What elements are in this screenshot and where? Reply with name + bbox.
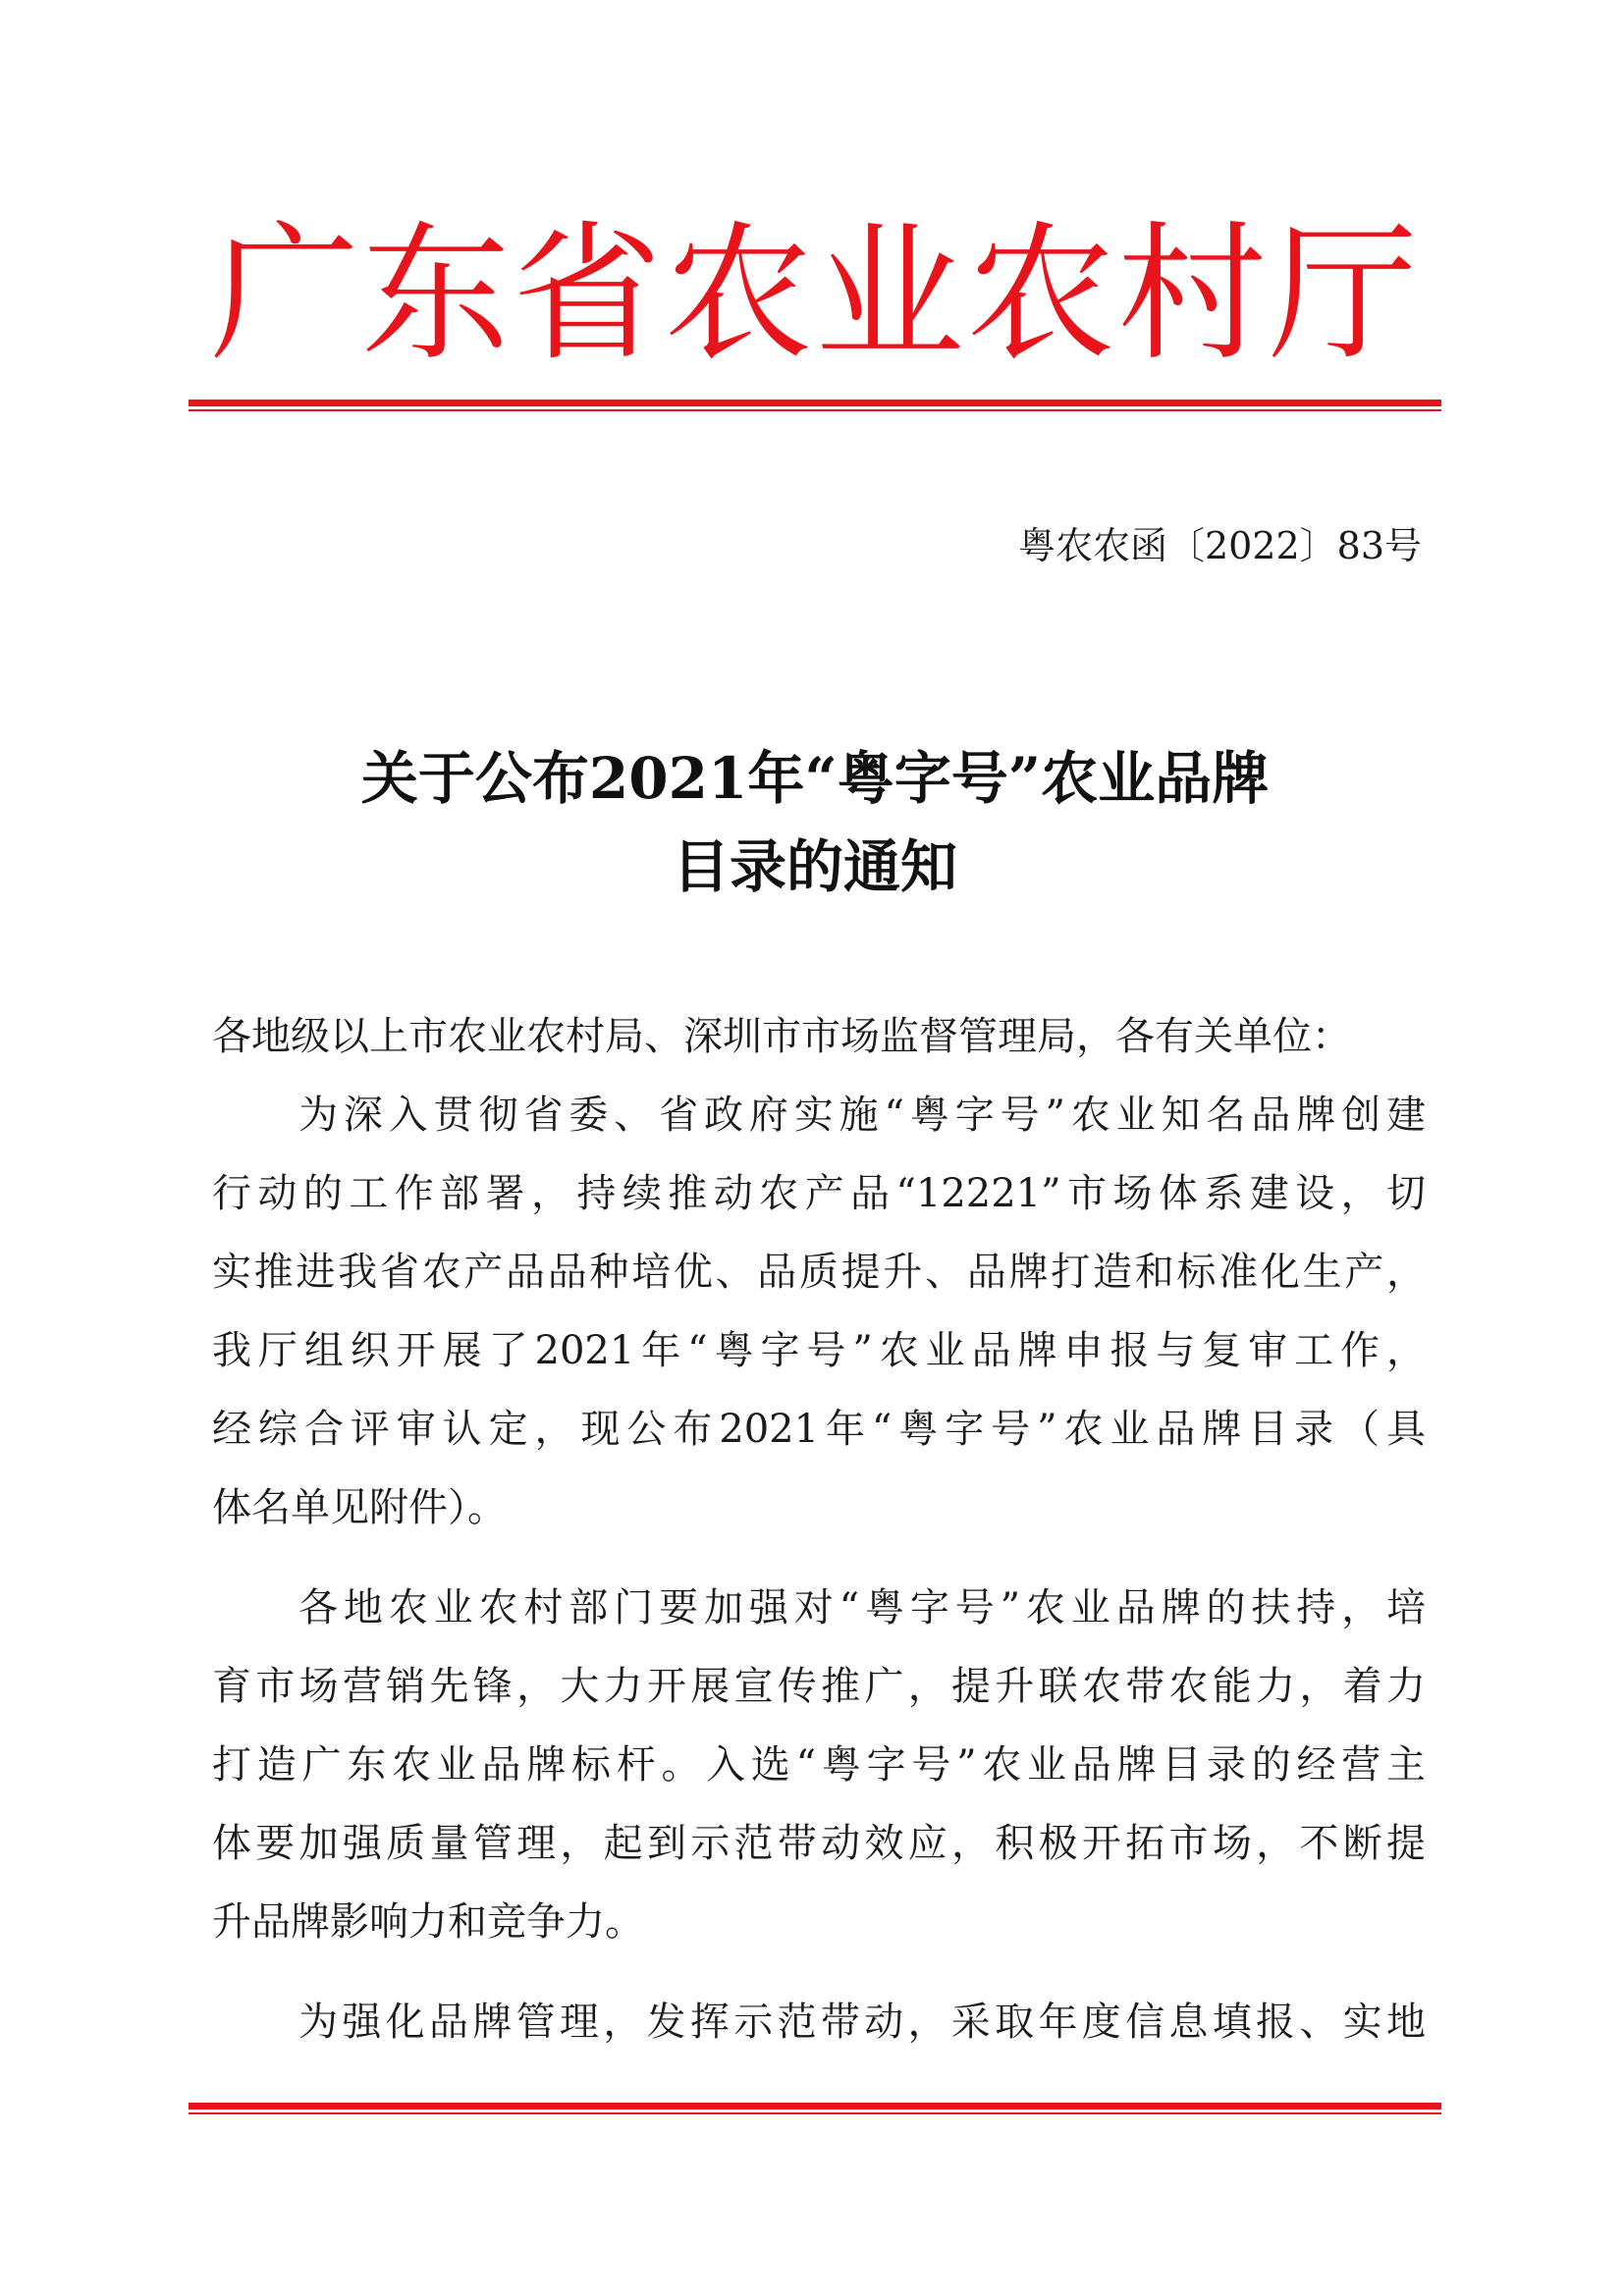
paragraph-line: 为深入贯彻省委、省政府实施“粤字号”农业知名品牌创建 bbox=[298, 1093, 1426, 1138]
paragraph-line: 体名单见附件）。 bbox=[212, 1485, 507, 1530]
footer-red-rule bbox=[189, 2103, 1441, 2114]
paragraph-line: 实推进我省农产品品种培优、品质提升、品牌打造和标准化生产， bbox=[212, 1250, 1426, 1295]
paragraph-line: 体要加强质量管理，起到示范带动效应，积极开拓市场，不断提 bbox=[212, 1821, 1426, 1866]
paragraph-line: 我厅组织开展了2021年“粤字号”农业品牌申报与复审工作， bbox=[212, 1328, 1426, 1373]
document-body bbox=[212, 997, 1426, 2061]
paragraph-line: 各地农业农村部门要加强对“粤字号”农业品牌的扶持，培 bbox=[298, 1585, 1426, 1630]
document-title-line-1: 关于公布2021年“粤字号”农业品牌 bbox=[360, 745, 1270, 812]
paragraph-1 bbox=[212, 1076, 1426, 1547]
issuing-organization-header: 广东省农业农村厅 bbox=[210, 207, 1420, 381]
document-number: 粤农农函〔2022〕83号 bbox=[1017, 524, 1422, 567]
paragraph-line: 经综合评审认定，现公布2021年“粤字号”农业品牌目录（具 bbox=[212, 1407, 1426, 1452]
document-title bbox=[187, 734, 1443, 911]
document-title-line-2: 目录的通知 bbox=[672, 833, 957, 900]
paragraph-line: 为强化品牌管理，发挥示范带动，采取年度信息填报、实地 bbox=[298, 2000, 1426, 2045]
paragraph-3 bbox=[212, 1983, 1426, 2061]
paragraph-2 bbox=[212, 1569, 1426, 1961]
header-red-rule bbox=[189, 400, 1441, 411]
paragraph-line: 育市场营销先锋，大力开展宣传推广，提升联农带农能力，着力 bbox=[212, 1664, 1426, 1709]
paragraph-line: 打造广东农业品牌标杆。入选“粤字号”农业品牌目录的经营主 bbox=[212, 1742, 1426, 1788]
salutation: 各地级以上市农业农村局、深圳市市场监督管理局，各有关单位： bbox=[212, 1014, 1351, 1059]
paragraph-line: 升品牌影响力和竞争力。 bbox=[212, 1899, 644, 1945]
paragraph-line: 行动的工作部署，持续推动农产品“12221”市场体系建设，切 bbox=[212, 1171, 1426, 1216]
